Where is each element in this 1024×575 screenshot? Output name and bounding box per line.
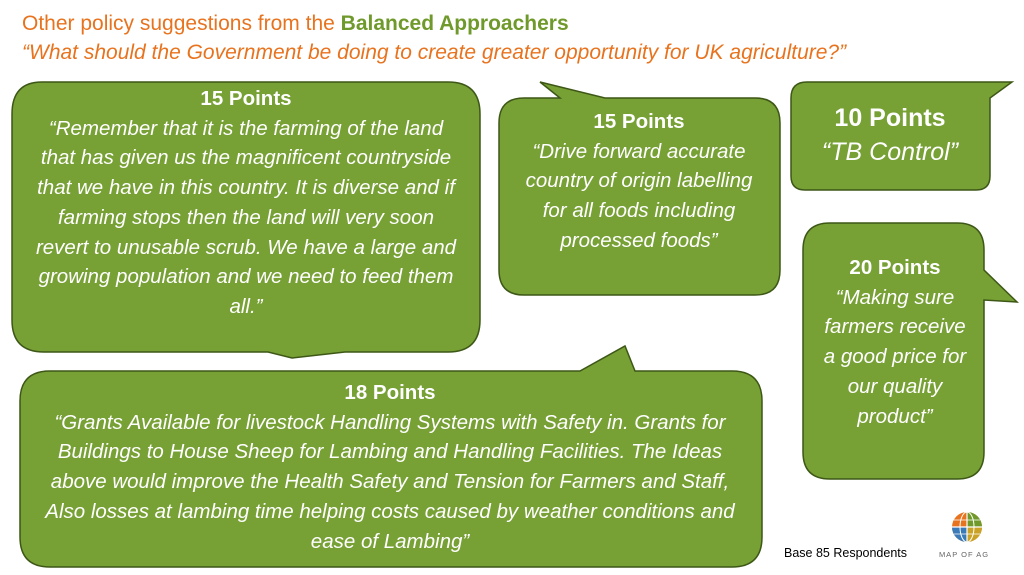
bubble-5-content <box>42 378 738 556</box>
bubble-3-content <box>795 102 985 170</box>
map-of-ag-logo <box>938 510 990 559</box>
bubble-3-points: 10 Points <box>834 104 946 132</box>
page-subtitle: “What should the Government be doing to create greater opportunity for UK agriculture?” <box>22 41 847 64</box>
bubble-1-content <box>30 84 462 322</box>
bubble-2-quote: “Drive forward accurate country of origin labelling for all foods including processed foods” <box>525 139 753 252</box>
bubble-5-points: 18 Points <box>344 381 436 404</box>
logo-label: MAP OF AG <box>938 550 990 559</box>
bubble-2-content <box>520 107 758 256</box>
globe-icon <box>944 510 990 544</box>
bubble-4-quote: “Making sure farmers receive a good price for our quality product” <box>823 285 967 428</box>
bubble-4-content <box>818 253 972 431</box>
bubble-1-quote: “Remember that it is the farming of the land that has given us the magnificent countryside that we have in this country. It is diverse and if farming stops then the land will very soon revert to unusable scrub. We have a large and growing population and we need to feed them all.” <box>35 116 457 319</box>
base-respondents: Base 85 Respondents <box>784 546 908 560</box>
bubble-5-quote: “Grants Available for livestock Handling Systems with Safety in. Grants for Buildings to House Sheep for Lambing and Handling Facilities. The Ideas above would improve the Health Safety and Tension for Farmers and Staff, Also losses at lambing time helping costs caused by weather conditions and ease of Lambing” <box>45 410 735 553</box>
bubble-2-points: 15 Points <box>593 110 685 133</box>
bubble-4-points: 20 Points <box>849 256 941 279</box>
bubble-3-quote: “TB Control” <box>821 137 959 166</box>
bubble-1-points: 15 Points <box>200 87 292 110</box>
title-accent: Balanced Approachers <box>340 12 569 35</box>
title-prefix: Other policy suggestions from the <box>22 12 341 35</box>
